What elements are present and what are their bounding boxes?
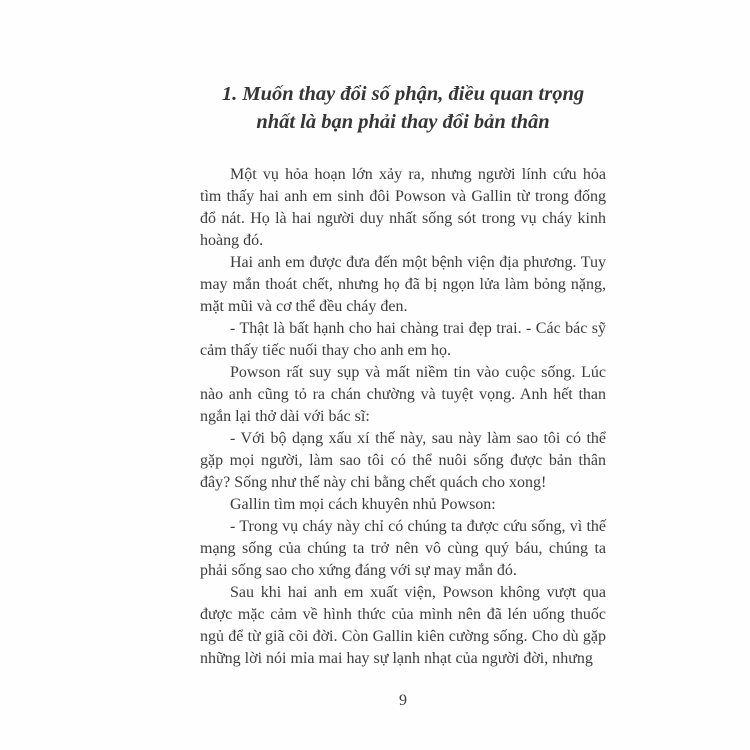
paragraph-3: - Thật là bất hạnh cho hai chàng trai đẹp trai. - Các bác sỹ cảm thấy tiếc nuối thay cho anh em họ.: [200, 320, 606, 359]
page-content: [200, 80, 606, 670]
paragraph-4: Powson rất suy sụp và mất niềm tin vào cuộc sống. Lúc nào anh cũng tỏ ra chán chường và tuyệt vọng. Anh hết than ngắn lại thở dài với bác sĩ:: [200, 364, 606, 425]
chapter-title-line-1: 1. Muốn thay đổi số phận, điều quan trọng: [221, 83, 585, 105]
paragraph-8: Sau khi hai anh em xuất viện, Powson không vượt qua được mặc cảm về hình thức của mình nên đã lén uống thuốc ngủ để từ giã cõi đời. Còn Gallin kiên cường sống. Cho dù gặp những lời nói mỉa mai hay sự lạnh nhạt của người đời, nhưng: [200, 584, 606, 667]
paragraph-2: Hai anh em được đưa đến một bệnh viện địa phương. Tuy may mắn thoát chết, nhưng họ đã bị ngọn lửa làm bỏng nặng, mặt mũi và cơ thể đều cháy đen.: [200, 254, 606, 315]
page-number: 9: [399, 692, 407, 709]
chapter-title-line-2: nhất là bạn phải thay đổi bản thân: [256, 111, 550, 133]
chapter-title: [200, 80, 606, 136]
paragraph-5: - Với bộ dạng xấu xí thế này, sau này làm sao tôi có thể gặp mọi người, làm sao tôi có thể nuôi sống được bản thân đây? Sống như thế này chi bằng chết quách cho xong!: [200, 430, 606, 491]
paragraph-1: Một vụ hỏa hoạn lớn xảy ra, nhưng người lính cứu hỏa tìm thấy hai anh em sinh đôi Powson và Gallin từ trong đống đổ nát. Họ là hai người duy nhất sống sót trong vụ cháy kinh hoàng đó.: [200, 166, 606, 249]
paragraph-7: - Trong vụ cháy này chỉ có chúng ta được cứu sống, vì thế mạng sống của chúng ta trở nên vô cùng quý báu, chúng ta phải sống sao cho xứng đáng với sự may mắn đó.: [200, 518, 606, 579]
paragraph-6: Gallin tìm mọi cách khuyên nhủ Powson:: [230, 496, 496, 513]
